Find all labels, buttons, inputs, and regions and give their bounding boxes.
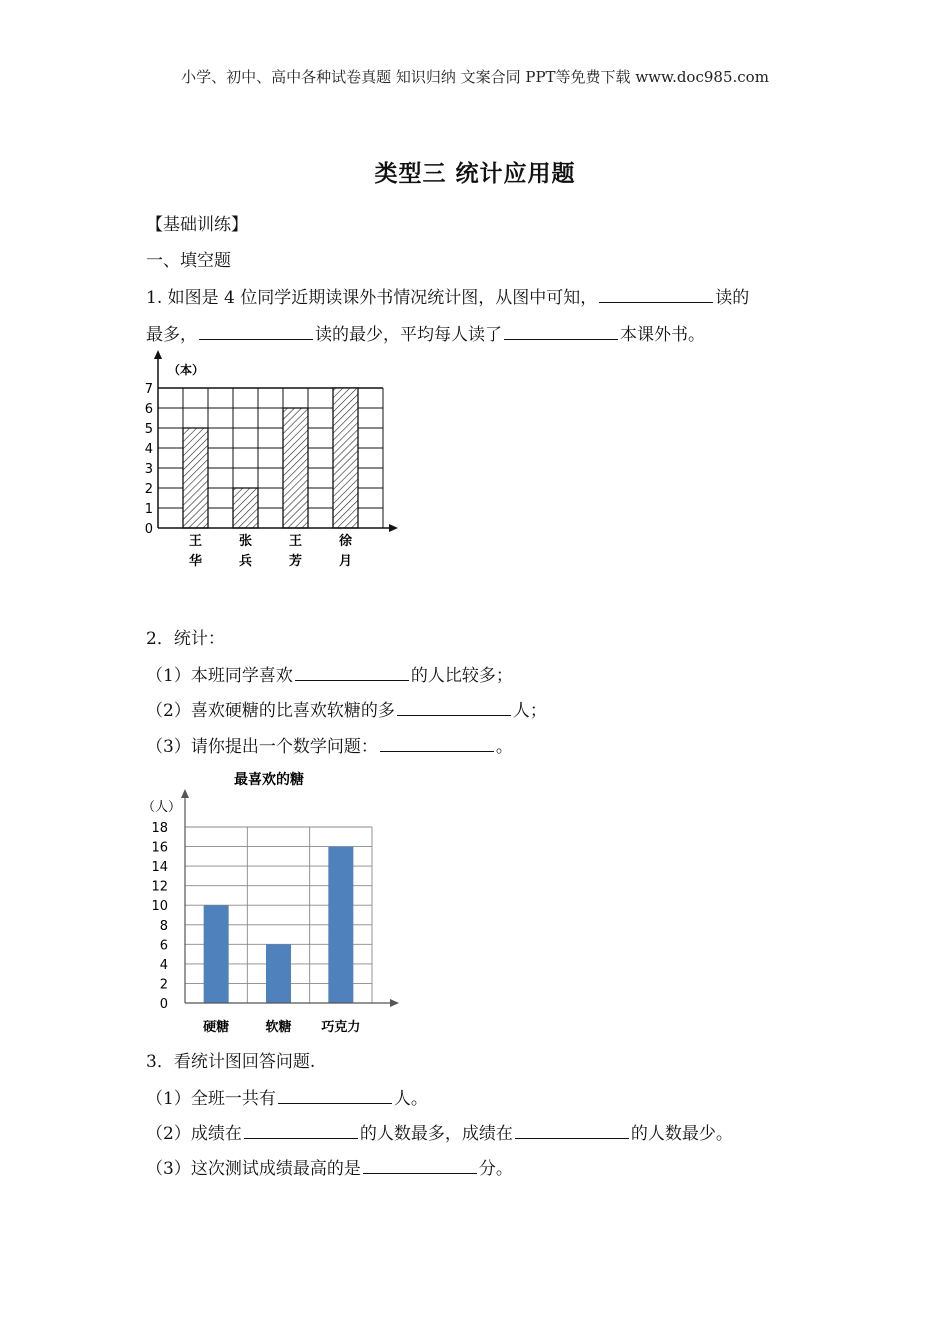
y-tick-label: 3 [144, 462, 153, 477]
page-title: 类型三 统计应用题 [374, 161, 576, 187]
q3-s1-text-a: （1）全班一共有 [146, 1089, 276, 1109]
section-label: 【基础训练】 [146, 215, 248, 235]
x-tick-label: 硬糖 [203, 1020, 230, 1035]
x-tick-label: 芳 [288, 554, 303, 569]
q1-line1 [146, 284, 749, 310]
q2-s1-text-b: 的人比较多； [410, 666, 513, 686]
page-header: 小学、初中、高中各种试卷真题 知识归纳 文案合同 PPT等免费下载 www.doc985.com [181, 68, 769, 86]
bar-硬糖 [204, 905, 229, 1003]
y-tick-label: 2 [144, 482, 153, 497]
y-tick-label: 6 [159, 938, 168, 954]
y-tick-label: 18 [151, 821, 168, 836]
q2-s1-text-a: （1）本班同学喜欢 [146, 666, 293, 686]
y-axis-unit: （本） [168, 363, 205, 377]
q1-text-b: 读的 [715, 288, 750, 308]
x-tick-label: 巧克力 [321, 1020, 361, 1035]
q3-sub3 [146, 1155, 513, 1181]
x-tick-label: 兵 [238, 554, 253, 569]
q1-line2 [146, 321, 705, 347]
y-tick-label: 8 [159, 918, 168, 934]
bar-巧克力 [328, 847, 353, 1003]
q3-s2-text-c: 的人数最少。 [630, 1124, 733, 1144]
q3-s3-text-a: （3）这次测试成绩最高的是 [146, 1159, 361, 1179]
x-axis-arrow [390, 999, 399, 1007]
y-tick-label: 1 [144, 502, 153, 517]
q1-blank-least[interactable] [199, 321, 313, 340]
candy-chart [140, 765, 410, 1045]
q3-s2-text-b: 的人数最多，成绩在 [359, 1124, 513, 1144]
y-tick-label: 16 [151, 840, 168, 856]
q2-heading: 2．统计： [146, 629, 225, 649]
q2-s3-text-a: （3）请你提出一个数学问题： [146, 737, 378, 757]
q2-blank-favorite[interactable] [295, 662, 409, 681]
y-tick-label: 4 [144, 442, 153, 457]
q2-sub3 [146, 733, 513, 759]
x-tick-label: 张 [238, 534, 253, 549]
y-tick-label: 6 [144, 402, 153, 417]
q3-blank-least-range[interactable] [515, 1120, 629, 1139]
q3-blank-total[interactable] [278, 1085, 392, 1104]
x-tick-label: 华 [188, 554, 203, 569]
q3-s2-text-a: （2）成绩在 [146, 1124, 242, 1144]
x-tick-label: 王 [188, 534, 203, 549]
q2-s3-text-b: 。 [495, 737, 513, 757]
q3-s1-text-b: 人。 [393, 1089, 428, 1109]
y-tick-label: 12 [151, 879, 168, 895]
x-tick-label: 王 [288, 534, 303, 549]
reading-chart [140, 350, 410, 575]
y-axis-arrow [154, 350, 162, 359]
q2-s2-text-a: （2）喜欢硬糖的比喜欢软糖的多 [146, 701, 395, 721]
x-axis-arrow [389, 524, 398, 532]
y-tick-label: 5 [144, 422, 153, 437]
q2-blank-difference[interactable] [397, 697, 511, 716]
bar-王华 [183, 428, 208, 528]
q3-heading: 3．看统计图回答问题. [146, 1052, 316, 1072]
y-tick-label: 0 [144, 522, 153, 537]
y-tick-label: 4 [159, 957, 168, 973]
bar-徐月 [333, 388, 358, 528]
y-axis-arrow [181, 789, 189, 798]
x-tick-label: 月 [338, 554, 353, 569]
bar-王芳 [283, 408, 308, 528]
q1-blank-average[interactable] [504, 321, 618, 340]
y-axis-unit: （人） [142, 800, 182, 815]
bar-张兵 [233, 488, 258, 528]
q1-text-c: 最多， [146, 325, 197, 345]
q3-blank-most-range[interactable] [244, 1120, 358, 1139]
q3-blank-highest[interactable] [363, 1155, 477, 1174]
q1-text-a: 1. 如图是 4 位同学近期读课外书情况统计图，从图中可知， [146, 288, 598, 308]
bar-软糖 [266, 944, 291, 1003]
q1-text-d: 读的最少，平均每人读了 [315, 325, 502, 345]
chart-title: 最喜欢的糖 [234, 772, 304, 788]
q1-text-e: 本课外书。 [620, 325, 705, 345]
q3-s3-text-b: 分。 [478, 1159, 513, 1179]
y-tick-label: 0 [159, 997, 168, 1012]
q2-sub2 [146, 697, 547, 723]
q2-sub1 [146, 662, 513, 688]
y-tick-label: 14 [151, 860, 168, 876]
y-tick-label: 2 [159, 977, 168, 993]
x-tick-label: 软糖 [265, 1020, 292, 1035]
x-tick-label: 徐 [338, 534, 353, 549]
q3-sub2 [146, 1120, 733, 1146]
y-tick-label: 7 [144, 382, 153, 397]
part-heading: 一、填空题 [146, 251, 231, 271]
q2-s2-text-b: 人； [512, 701, 547, 721]
q2-blank-question[interactable] [380, 733, 494, 752]
y-tick-label: 10 [151, 899, 168, 915]
q1-blank-most[interactable] [599, 284, 713, 303]
q3-sub1 [146, 1085, 428, 1111]
